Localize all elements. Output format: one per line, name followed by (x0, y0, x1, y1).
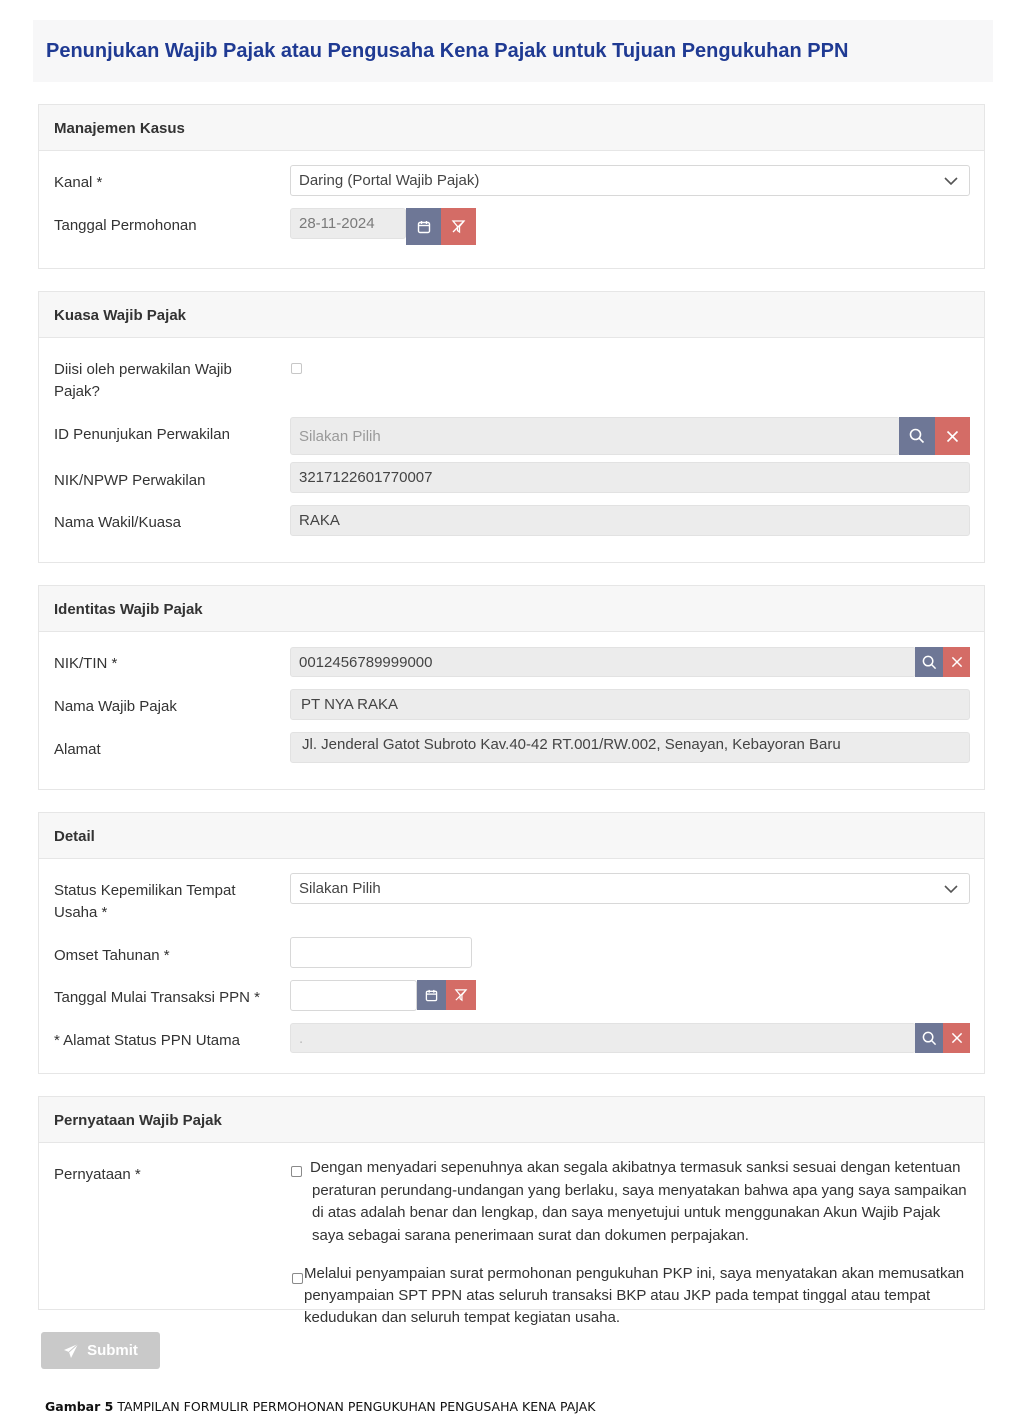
close-icon (951, 656, 963, 668)
address-value: Jl. Jenderal Gatot Subroto Kav.40-42 RT.001/RW.002, Senayan, Kebayoran Baru (302, 736, 841, 753)
figure-number: Gambar 5 (45, 1399, 114, 1414)
statement-label: Pernyataan * (54, 1166, 141, 1183)
main-address-clear-button[interactable] (943, 1023, 970, 1053)
detail-card (38, 812, 985, 1074)
card-header (39, 105, 984, 151)
page-header (33, 20, 993, 82)
ownership-placeholder: Silakan Pilih (299, 880, 381, 897)
filled-by-rep-checkbox[interactable] (291, 363, 302, 374)
card-header (39, 586, 984, 632)
figure-caption-text: TAMPILAN FORMULIR PERMOHONAN PENGUKUHAN PENGUSAHA KENA PAJAK (117, 1399, 596, 1414)
search-icon (922, 1031, 937, 1046)
page-title: Penunjukan Wajib Pajak atau Pengusaha Kena Pajak untuk Tujuan Pengukuhan PPN (46, 40, 849, 62)
rep-nik-label: NIK/NPWP Perwakilan (54, 472, 206, 489)
search-icon (922, 655, 937, 670)
calendar-icon (417, 220, 431, 234)
filter-off-icon (451, 219, 466, 234)
main-vat-address-label: * Alamat Status PPN Utama (54, 1032, 240, 1049)
rep-name-field (290, 505, 970, 536)
main-vat-address-field[interactable] (290, 1023, 916, 1053)
statement-1-line4: saya sebagai sarana penerimaan surat dan dokumen perpajakan. (312, 1227, 749, 1244)
address-label: Alamat (54, 741, 101, 758)
statement-1-line1: Dengan menyadari sepenuhnya akan segala akibatnya termasuk sanksi sesuai dengan ketentuan (310, 1159, 961, 1176)
send-icon (63, 1343, 79, 1359)
main-address-search-button[interactable] (915, 1023, 943, 1053)
turnover-label: Omset Tahunan * (54, 947, 170, 964)
rep-id-placeholder: Silakan Pilih (299, 428, 381, 445)
taxpayer-name-value: PT NYA RAKA (301, 696, 398, 713)
vat-start-date-label: Tanggal Mulai Transaksi PPN * (54, 989, 260, 1006)
taxpayer-identity-card (38, 585, 985, 790)
ownership-select[interactable] (290, 873, 970, 904)
figure-caption (45, 1399, 595, 1414)
clear-date-button[interactable] (446, 980, 476, 1010)
channel-select[interactable] (290, 165, 970, 196)
search-icon (909, 428, 925, 444)
card-title: Manajemen Kasus (54, 120, 185, 137)
statement-2-line1: Melalui penyampaian surat permohonan pengukuhan PKP ini, saya menyatakan akan memusatkan (304, 1265, 965, 1282)
vat-start-date-input[interactable] (290, 980, 417, 1011)
rep-nik-value: 3217122601770007 (299, 469, 433, 486)
proxy-card (38, 291, 985, 563)
statement-1-line2: peraturan perundang-undangan yang berlaku, saya menyatakan bahwa apa yang saya sampaikan (312, 1182, 967, 1199)
close-icon (946, 430, 959, 443)
statement-1-line3: di atas adalah benar dan lengkap, dan saya menyetujui untuk menggunakan Akun Wajib Pajak (312, 1204, 941, 1221)
submit-label: Submit (87, 1342, 138, 1359)
main-vat-address-value: . (299, 1030, 304, 1047)
request-date-label: Tanggal Permohonan (54, 217, 197, 234)
calendar-icon (425, 989, 438, 1002)
address-field (290, 732, 970, 763)
ownership-label-line2: Usaha * (54, 904, 108, 921)
nik-tin-label: NIK/TIN * (54, 655, 118, 672)
nik-tin-field[interactable] (290, 647, 916, 677)
statement-2-line2: penyampaian SPT PPN atas seluruh transaksi BKP atau JKP pada tempat tinggal atau tempat (304, 1287, 931, 1304)
filled-by-rep-label-line1: Diisi oleh perwakilan Wajib (54, 361, 232, 378)
case-management-card (38, 104, 985, 269)
request-date-value: 28-11-2024 (299, 215, 375, 232)
card-title: Pernyataan Wajib Pajak (54, 1112, 222, 1129)
request-date-field (290, 208, 406, 239)
statement-2-line3: kedudukan dan seluruh tempat kegiatan usaha. (304, 1309, 621, 1326)
taxpayer-name-label: Nama Wajib Pajak (54, 698, 177, 715)
rep-nik-field (290, 462, 970, 493)
statement-2-checkbox[interactable] (292, 1273, 303, 1284)
rep-id-field[interactable] (290, 417, 900, 455)
card-title: Kuasa Wajib Pajak (54, 307, 186, 324)
calendar-button[interactable] (417, 980, 446, 1010)
calendar-button[interactable] (406, 208, 441, 245)
chevron-down-icon (943, 173, 959, 189)
statement-1-checkbox[interactable] (291, 1166, 302, 1177)
ownership-label-line1: Status Kepemilikan Tempat (54, 882, 236, 899)
nik-tin-value: 0012456789999000 (299, 654, 433, 671)
card-header (39, 813, 984, 859)
nik-tin-clear-button[interactable] (943, 647, 970, 677)
rep-id-clear-button[interactable] (935, 417, 970, 455)
filter-off-icon (454, 988, 468, 1002)
card-header (39, 292, 984, 338)
rep-id-label: ID Penunjukan Perwakilan (54, 426, 230, 443)
taxpayer-name-field (290, 689, 970, 720)
card-title: Identitas Wajib Pajak (54, 601, 203, 618)
card-title: Detail (54, 828, 95, 845)
channel-label: Kanal * (54, 174, 103, 191)
nik-tin-search-button[interactable] (915, 647, 943, 677)
rep-name-label: Nama Wakil/Kuasa (54, 514, 181, 531)
close-icon (951, 1032, 963, 1044)
chevron-down-icon (943, 881, 959, 897)
submit-button[interactable] (41, 1332, 160, 1369)
turnover-input[interactable] (290, 937, 472, 968)
card-header (39, 1097, 984, 1143)
channel-value: Daring (Portal Wajib Pajak) (299, 172, 480, 189)
rep-name-value: RAKA (299, 512, 340, 529)
rep-id-search-button[interactable] (899, 417, 935, 455)
clear-date-button[interactable] (441, 208, 476, 245)
filled-by-rep-label-line2: Pajak? (54, 383, 100, 400)
